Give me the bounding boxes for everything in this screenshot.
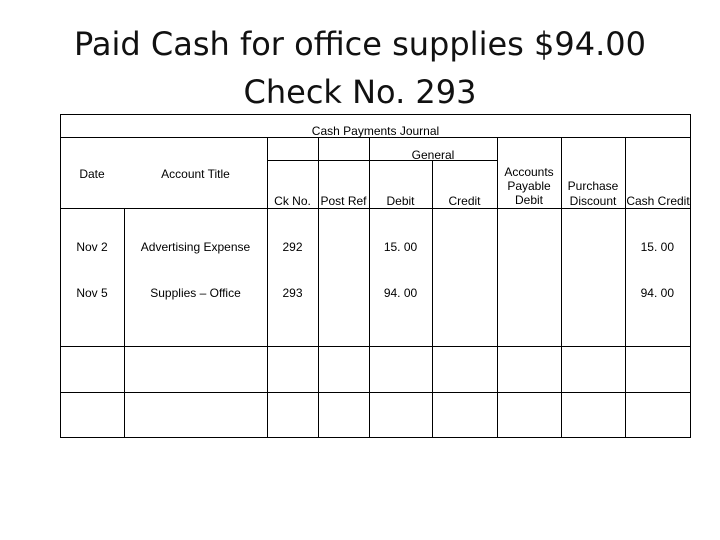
- row-divider: [60, 346, 691, 347]
- general-group-header: General: [411, 148, 455, 162]
- debit-cell: 15. 00: [383, 240, 418, 254]
- table-border-bottom: [60, 437, 691, 438]
- table-border-left: [60, 114, 61, 438]
- purchase-discount-header-line: Purchase: [567, 179, 619, 193]
- ap-debit-header-line: Payable: [507, 179, 551, 193]
- ap-debit-header-line: Accounts: [504, 165, 554, 179]
- date-cell: Nov 2: [76, 240, 108, 254]
- table-border-top: [60, 114, 691, 115]
- credit-column-header: Credit: [448, 194, 481, 208]
- ap-debit-header-line: Debit: [514, 193, 543, 207]
- debit-cell: 94. 00: [383, 286, 418, 300]
- date-cell: Nov 5: [76, 286, 108, 300]
- account-cell: Supplies – Office: [150, 286, 241, 300]
- account-title-column-header: Account Title: [161, 167, 230, 181]
- ck-no-column-header: Ck No.: [274, 194, 311, 208]
- ck-no-cell: 293: [282, 286, 303, 300]
- ck-no-cell: 292: [282, 240, 303, 254]
- date-column-header: Date: [79, 167, 105, 181]
- column-divider: [318, 137, 319, 438]
- debit-column-header: Debit: [386, 194, 415, 208]
- slide-title-line-1: Paid Cash for office supplies $94.00: [74, 25, 646, 63]
- purchase-discount-header-line: Discount: [569, 194, 617, 208]
- table-border-right: [690, 114, 691, 438]
- cash-credit-column-header: Cash Credit: [626, 194, 690, 208]
- account-cell: Advertising Expense: [140, 240, 251, 254]
- header-divider: [60, 208, 691, 209]
- cash-credit-cell: 15. 00: [640, 240, 674, 254]
- slide-title-line-2: Check No. 293: [243, 73, 477, 111]
- journal-name: Cash Payments Journal: [311, 124, 440, 138]
- cash-credit-cell: 94. 00: [640, 286, 674, 300]
- post-ref-column-header: Post Ref: [320, 194, 367, 208]
- row-divider: [60, 392, 691, 393]
